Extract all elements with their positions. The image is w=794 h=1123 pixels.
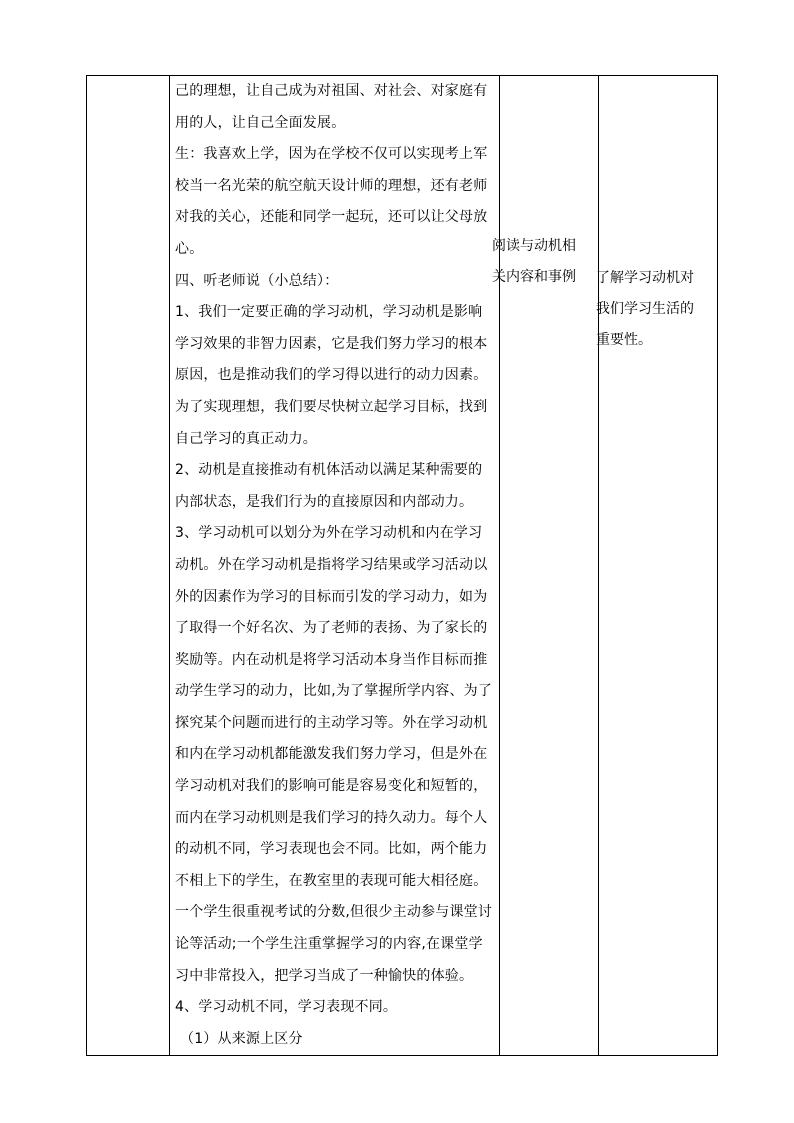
table-row [87, 76, 718, 1056]
activity-text: 阅读与动机相关内容和事例 [492, 238, 576, 285]
lesson-plan-table [86, 75, 718, 1056]
paragraph-section-heading: 四、听老师说（小总结）： [175, 272, 339, 289]
table-cell-empty [87, 76, 170, 1056]
table-cell-activity [500, 76, 599, 1056]
paragraph-subpoint-1: （1）从来源上区分 [180, 1030, 303, 1047]
paragraph-student-answer: 生：我喜欢上学，因为在学校不仅可以实现考上军校当一名光荣的航空航天设计师的理想，还有老师对我的关心，还能和同学一起玩，还可以让父母放心。 [175, 146, 488, 257]
table-cell-content [170, 76, 500, 1056]
paragraph-point-3: 3、学习动机可以划分为外在学习动机和内在学习动机。外在学习动机是指将学习结果或学习活动以外的因素作为学习的目标而引发的学习动力，如为了取得一个好名次、为了老师的表扬、为了家长的奖励等。内在动机是将学习活动本身当作目标而推动学生学习的动力，比如,为了掌握所学内容、为了探究某个问题而进行的主动学习等。外在学习动机和内在学习动机都能激发我们努力学习，但是外在学习动机对我们的影响可能是容易变化和短暂的，而内在学习动机则是我们学习的持久动力。每个人的动机不同，学习表现也会不同。比如，两个能力不相上下的学生，在教室里的表现可能大相径庭。一个学生很重视考试的分数,但很少主动参与课堂讨论等活动;一个学生注重掌握学习的内容,在课堂学习中非常投入，把学习当成了一种愉快的体验。 [175, 525, 493, 984]
paragraph-point-2: 2、动机是直接推动有机体活动以满足某种需要的内部状态，是我们行为的直接原因和内部动力。 [175, 462, 483, 510]
lesson-content [175, 76, 495, 1055]
paragraph-continuation: 己的理想，让自己成为对祖国、对社会、对家庭有用的人，让自己全面发展。 [175, 83, 488, 131]
goal-text: 了解学习动机对我们学习生活的重要性。 [596, 270, 694, 348]
paragraph-point-4: 4、学习动机不同，学习表现不同。 [175, 999, 398, 1016]
paragraph-point-1: 1、我们一定要正确的学习动机，学习动机是影响学习效果的非智力因素，它是我们努力学习的根本原因，也是推动我们的学习得以进行的动力因素。为了实现理想，我们要尽快树立起学习目标，找到自己学习的真正动力。 [175, 304, 488, 447]
table-cell-goal [599, 76, 718, 1056]
